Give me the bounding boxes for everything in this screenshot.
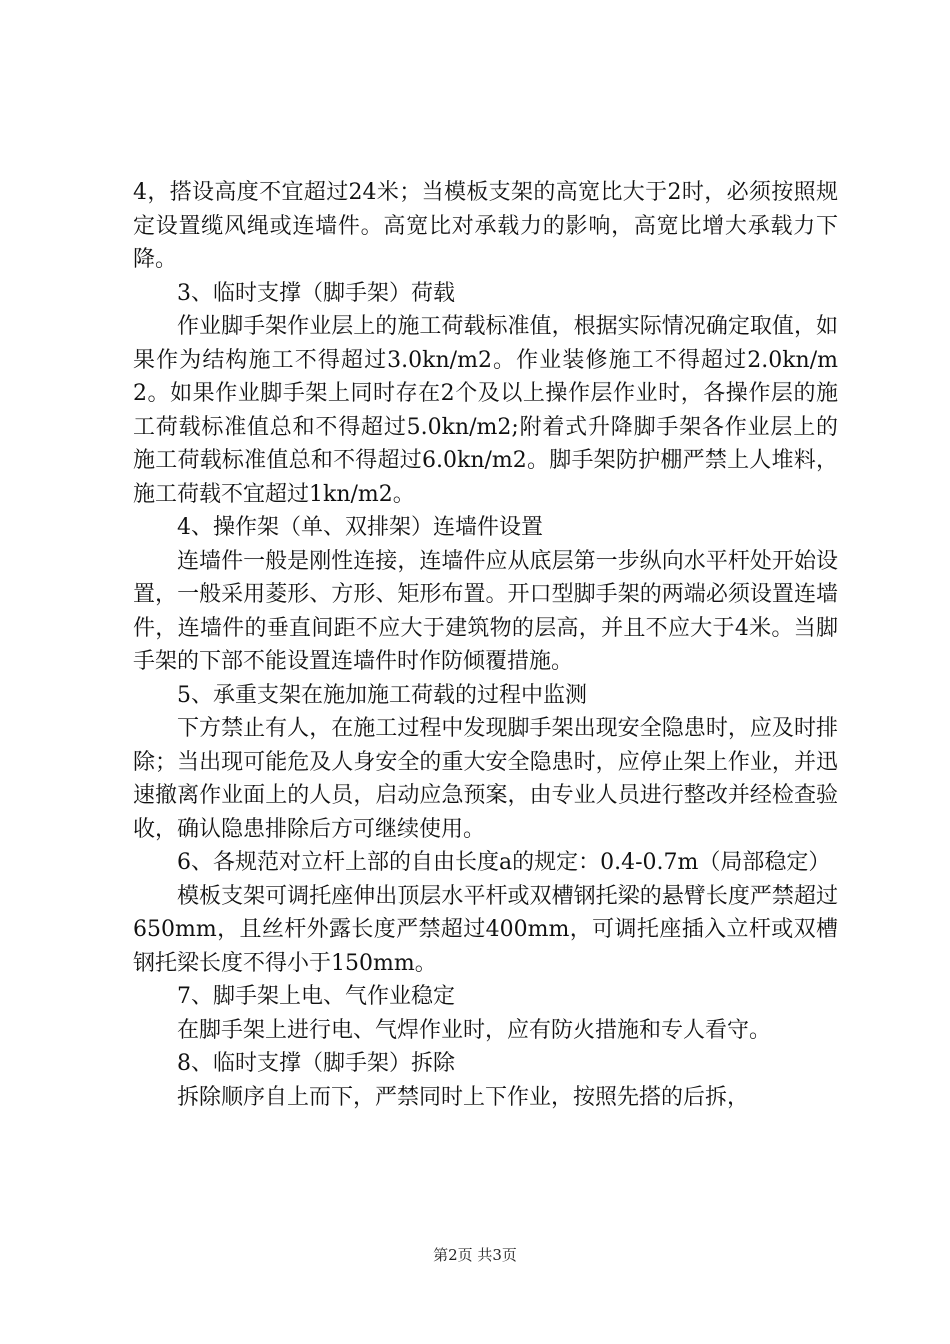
paragraph-1: 4，搭设高度不宜超过24米；当模板支架的高宽比大于2时，必须按照规定设置缆风绳或连墙件。高宽比对承载力的影响，高宽比增大承载力下降。	[133, 180, 838, 272]
section-heading-6: 6、各规范对立杆上部的自由长度a的规定：0.4-0.7m（局部稳定）	[177, 850, 831, 875]
paragraph-7: 下方禁止有人，在施工过程中发现脚手架出现安全隐患时，应及时排除；当出现可能危及人身安全的重大安全隐患时，应停止架上作业，并迅速撤离作业面上的人员，启动应急预案，由专业人员进行整改并经检查验收，确认隐患排除后方可继续使用。	[133, 716, 838, 842]
paragraph-11: 在脚手架上进行电、气焊作业时，应有防火措施和专人看守。	[177, 1017, 772, 1043]
section-heading-4: 4、操作架（单、双排架）连墙件设置	[177, 515, 543, 540]
paragraph-3: 作业脚手架作业层上的施工荷载标准值，根据实际情况确定取值，如果作为结构施工不得超过3.0kn/m2。作业装修施工不得超过2.0kn/m2。如果作业脚手架上同时存在2个及以上操作层作业时，各操作层的施工荷载标准值总和不得超过5.0kn/m2;附着式升降脚手架各作业层上的施工荷载标准值总和不得超过6.0kn/m2。脚手架防护棚严禁上人堆料，施工荷载不宜超过1kn/m2。	[133, 314, 838, 507]
section-heading-8: 8、临时支撑（脚手架）拆除	[177, 1051, 455, 1076]
section-heading-7: 7、脚手架上电、气作业稳定	[177, 984, 455, 1009]
paragraph-13: 拆除顺序自上而下，严禁同时上下作业，按照先搭的后拆，	[177, 1084, 750, 1110]
section-heading-3: 3、临时支撑（脚手架）荷载	[177, 280, 455, 306]
section-heading-5: 5、承重支架在施加施工荷载的过程中监测	[177, 682, 587, 708]
document-body	[133, 176, 838, 1114]
page-number-footer: 第2页 共3页	[433, 1246, 517, 1264]
paragraph-9: 模板支架可调托座伸出顶层水平杆或双槽钢托梁的悬臂长度严禁超过650mm，且丝杆外露长度严禁超过400mm，可调托座插入立杆或双槽钢托梁长度不得小于150mm。	[133, 883, 838, 976]
paragraph-5: 连墙件一般是刚性连接，连墙件应从底层第一步纵向水平杆处开始设置，一般采用菱形、方形、矩形布置。开口型脚手架的两端必须设置连墙件，连墙件的垂直间距不应大于建筑物的层高，并且不应大于4米。当脚手架的下部不能设置连墙件时作防倾覆措施。	[133, 548, 838, 674]
